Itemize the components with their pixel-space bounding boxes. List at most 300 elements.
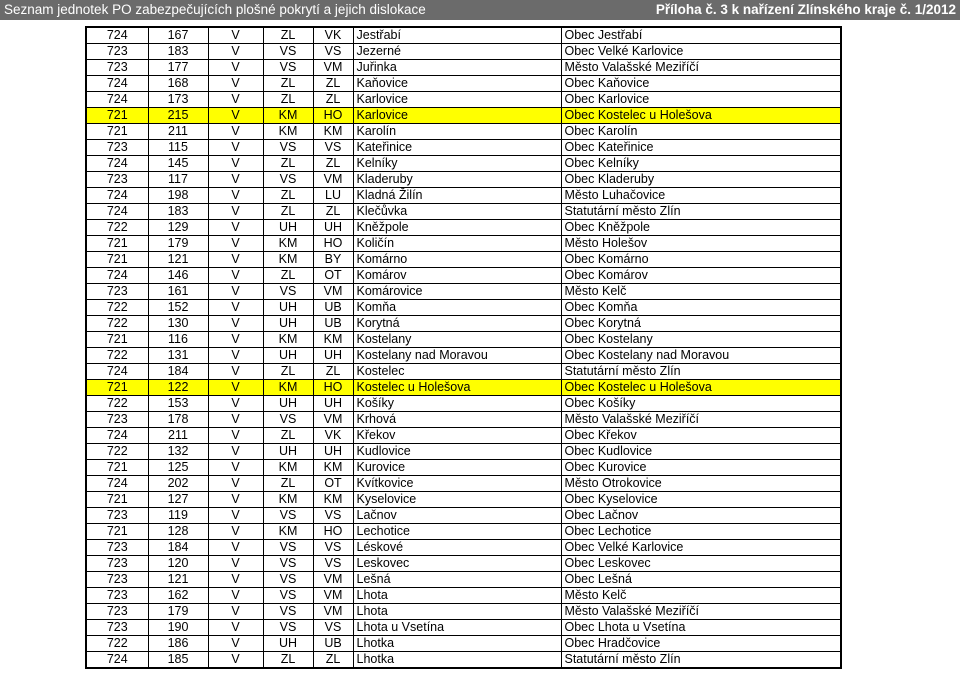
cell-location: Kladeruby bbox=[353, 172, 561, 188]
cell-founder: Statutární město Zlín bbox=[561, 364, 841, 380]
cell-code-b: 119 bbox=[148, 508, 208, 524]
cell-code-b: 186 bbox=[148, 636, 208, 652]
cell-code-b: 177 bbox=[148, 60, 208, 76]
cell-type: V bbox=[208, 44, 263, 60]
cell-ors: UH bbox=[313, 444, 353, 460]
table-row bbox=[86, 204, 841, 220]
cell-type: V bbox=[208, 460, 263, 476]
cell-type: V bbox=[208, 636, 263, 652]
cell-code-b: 168 bbox=[148, 76, 208, 92]
cell-code-b: 179 bbox=[148, 236, 208, 252]
table-row bbox=[86, 556, 841, 572]
cell-type: V bbox=[208, 508, 263, 524]
cell-founder: Obec Karlovice bbox=[561, 92, 841, 108]
cell-district: VS bbox=[263, 44, 313, 60]
cell-type: V bbox=[208, 220, 263, 236]
cell-district: VS bbox=[263, 508, 313, 524]
cell-ors: LU bbox=[313, 188, 353, 204]
cell-district: KM bbox=[263, 492, 313, 508]
cell-code-a: 723 bbox=[86, 508, 148, 524]
cell-ors: HO bbox=[313, 524, 353, 540]
cell-ors: VK bbox=[313, 428, 353, 444]
cell-code-b: 145 bbox=[148, 156, 208, 172]
cell-code-a: 723 bbox=[86, 556, 148, 572]
cell-ors: HO bbox=[313, 380, 353, 396]
cell-ors: UH bbox=[313, 220, 353, 236]
table-row bbox=[86, 92, 841, 108]
cell-ors: UB bbox=[313, 316, 353, 332]
cell-type: V bbox=[208, 300, 263, 316]
table-row bbox=[86, 300, 841, 316]
table-row bbox=[86, 44, 841, 60]
table-row bbox=[86, 220, 841, 236]
cell-district: VS bbox=[263, 140, 313, 156]
units-table bbox=[85, 26, 842, 669]
cell-code-b: 183 bbox=[148, 204, 208, 220]
cell-code-a: 723 bbox=[86, 172, 148, 188]
cell-district: ZL bbox=[263, 364, 313, 380]
cell-district: VS bbox=[263, 412, 313, 428]
cell-code-a: 723 bbox=[86, 620, 148, 636]
cell-code-a: 722 bbox=[86, 348, 148, 364]
table-row bbox=[86, 60, 841, 76]
cell-code-a: 724 bbox=[86, 156, 148, 172]
cell-code-a: 724 bbox=[86, 476, 148, 492]
cell-district: ZL bbox=[263, 428, 313, 444]
table-row bbox=[86, 268, 841, 284]
cell-code-a: 721 bbox=[86, 124, 148, 140]
cell-ors: ZL bbox=[313, 156, 353, 172]
cell-ors: VM bbox=[313, 172, 353, 188]
cell-type: V bbox=[208, 588, 263, 604]
cell-ors: UB bbox=[313, 300, 353, 316]
cell-code-a: 723 bbox=[86, 604, 148, 620]
cell-founder: Statutární město Zlín bbox=[561, 652, 841, 669]
cell-code-b: 161 bbox=[148, 284, 208, 300]
cell-district: ZL bbox=[263, 92, 313, 108]
cell-district: KM bbox=[263, 252, 313, 268]
cell-code-b: 117 bbox=[148, 172, 208, 188]
cell-founder: Obec Kostelec u Holešova bbox=[561, 108, 841, 124]
table-row bbox=[86, 524, 841, 540]
cell-code-a: 723 bbox=[86, 284, 148, 300]
cell-ors: OT bbox=[313, 268, 353, 284]
cell-location: Lhota bbox=[353, 604, 561, 620]
cell-ors: VM bbox=[313, 60, 353, 76]
table-row bbox=[86, 236, 841, 252]
cell-district: UH bbox=[263, 396, 313, 412]
cell-ors: VS bbox=[313, 140, 353, 156]
table-row bbox=[86, 572, 841, 588]
cell-code-b: 184 bbox=[148, 364, 208, 380]
cell-location: Kostelec bbox=[353, 364, 561, 380]
cell-district: UH bbox=[263, 348, 313, 364]
table-row bbox=[86, 252, 841, 268]
cell-code-b: 179 bbox=[148, 604, 208, 620]
cell-location: Karolín bbox=[353, 124, 561, 140]
cell-code-b: 173 bbox=[148, 92, 208, 108]
cell-ors: VS bbox=[313, 540, 353, 556]
cell-type: V bbox=[208, 188, 263, 204]
table-row bbox=[86, 348, 841, 364]
cell-founder: Obec Kateřinice bbox=[561, 140, 841, 156]
cell-location: Kvítkovice bbox=[353, 476, 561, 492]
cell-district: UH bbox=[263, 220, 313, 236]
cell-ors: VS bbox=[313, 508, 353, 524]
table-row bbox=[86, 76, 841, 92]
cell-code-a: 724 bbox=[86, 204, 148, 220]
cell-district: VS bbox=[263, 172, 313, 188]
cell-location: Komárovice bbox=[353, 284, 561, 300]
cell-ors: VS bbox=[313, 620, 353, 636]
cell-location: Lešná bbox=[353, 572, 561, 588]
cell-district: VS bbox=[263, 572, 313, 588]
cell-founder: Obec Kyselovice bbox=[561, 492, 841, 508]
cell-type: V bbox=[208, 620, 263, 636]
cell-code-b: 122 bbox=[148, 380, 208, 396]
table-row bbox=[86, 460, 841, 476]
cell-type: V bbox=[208, 492, 263, 508]
cell-district: KM bbox=[263, 108, 313, 124]
cell-code-a: 723 bbox=[86, 572, 148, 588]
cell-type: V bbox=[208, 380, 263, 396]
cell-district: KM bbox=[263, 380, 313, 396]
cell-ors: ZL bbox=[313, 364, 353, 380]
cell-code-a: 721 bbox=[86, 332, 148, 348]
table-row bbox=[86, 620, 841, 636]
cell-location: Lechotice bbox=[353, 524, 561, 540]
table-row bbox=[86, 316, 841, 332]
cell-code-b: 198 bbox=[148, 188, 208, 204]
table-row bbox=[86, 428, 841, 444]
cell-code-a: 721 bbox=[86, 236, 148, 252]
cell-type: V bbox=[208, 27, 263, 44]
cell-location: Kněžpole bbox=[353, 220, 561, 236]
cell-code-a: 722 bbox=[86, 444, 148, 460]
cell-code-b: 162 bbox=[148, 588, 208, 604]
cell-type: V bbox=[208, 236, 263, 252]
cell-code-a: 722 bbox=[86, 636, 148, 652]
table-row bbox=[86, 380, 841, 396]
document-title: Seznam jednotek PO zabezpečujících plošné pokrytí a jejich dislokace bbox=[4, 2, 426, 17]
cell-district: ZL bbox=[263, 476, 313, 492]
cell-district: UH bbox=[263, 444, 313, 460]
cell-type: V bbox=[208, 444, 263, 460]
cell-type: V bbox=[208, 412, 263, 428]
table-row bbox=[86, 508, 841, 524]
cell-code-b: 125 bbox=[148, 460, 208, 476]
table-row bbox=[86, 332, 841, 348]
cell-code-b: 116 bbox=[148, 332, 208, 348]
cell-type: V bbox=[208, 652, 263, 669]
cell-ors: HO bbox=[313, 108, 353, 124]
cell-founder: Město Valašské Meziříčí bbox=[561, 412, 841, 428]
cell-type: V bbox=[208, 396, 263, 412]
cell-code-a: 724 bbox=[86, 92, 148, 108]
cell-location: Kateřinice bbox=[353, 140, 561, 156]
cell-type: V bbox=[208, 364, 263, 380]
cell-founder: Obec Lhota u Vsetína bbox=[561, 620, 841, 636]
cell-code-a: 721 bbox=[86, 492, 148, 508]
cell-founder: Obec Lechotice bbox=[561, 524, 841, 540]
cell-district: KM bbox=[263, 332, 313, 348]
cell-location: Kudlovice bbox=[353, 444, 561, 460]
table-row bbox=[86, 396, 841, 412]
table-row bbox=[86, 492, 841, 508]
cell-district: VS bbox=[263, 284, 313, 300]
cell-type: V bbox=[208, 476, 263, 492]
cell-code-b: 120 bbox=[148, 556, 208, 572]
cell-code-a: 724 bbox=[86, 188, 148, 204]
cell-founder: Obec Velké Karlovice bbox=[561, 540, 841, 556]
cell-code-b: 202 bbox=[148, 476, 208, 492]
cell-location: Komárno bbox=[353, 252, 561, 268]
table-row bbox=[86, 636, 841, 652]
cell-type: V bbox=[208, 156, 263, 172]
cell-district: ZL bbox=[263, 204, 313, 220]
table-row bbox=[86, 188, 841, 204]
cell-type: V bbox=[208, 604, 263, 620]
cell-code-b: 167 bbox=[148, 27, 208, 44]
cell-code-a: 723 bbox=[86, 60, 148, 76]
cell-founder: Statutární město Zlín bbox=[561, 204, 841, 220]
cell-code-b: 152 bbox=[148, 300, 208, 316]
cell-code-a: 722 bbox=[86, 396, 148, 412]
table-row bbox=[86, 588, 841, 604]
cell-location: Křekov bbox=[353, 428, 561, 444]
table-row bbox=[86, 124, 841, 140]
cell-district: VS bbox=[263, 60, 313, 76]
cell-founder: Obec Jestřabí bbox=[561, 27, 841, 44]
cell-founder: Obec Komňa bbox=[561, 300, 841, 316]
table-row bbox=[86, 540, 841, 556]
cell-ors: HO bbox=[313, 236, 353, 252]
cell-founder: Obec Komárov bbox=[561, 268, 841, 284]
cell-district: UH bbox=[263, 316, 313, 332]
cell-ors: KM bbox=[313, 124, 353, 140]
cell-ors: KM bbox=[313, 332, 353, 348]
cell-location: Lhota bbox=[353, 588, 561, 604]
cell-code-b: 178 bbox=[148, 412, 208, 428]
cell-ors: VS bbox=[313, 556, 353, 572]
cell-type: V bbox=[208, 108, 263, 124]
table-row bbox=[86, 108, 841, 124]
cell-founder: Obec Křekov bbox=[561, 428, 841, 444]
cell-district: ZL bbox=[263, 76, 313, 92]
cell-ors: BY bbox=[313, 252, 353, 268]
cell-location: Kostelany bbox=[353, 332, 561, 348]
cell-code-b: 146 bbox=[148, 268, 208, 284]
cell-code-b: 127 bbox=[148, 492, 208, 508]
cell-district: KM bbox=[263, 124, 313, 140]
cell-district: VS bbox=[263, 556, 313, 572]
cell-location: Karlovice bbox=[353, 108, 561, 124]
cell-type: V bbox=[208, 60, 263, 76]
cell-code-a: 722 bbox=[86, 300, 148, 316]
cell-founder: Obec Komárno bbox=[561, 252, 841, 268]
appendix-label: Příloha č. 3 k nařízení Zlínského kraje č. 1/2012 bbox=[655, 2, 956, 17]
cell-code-a: 721 bbox=[86, 460, 148, 476]
cell-code-b: 190 bbox=[148, 620, 208, 636]
cell-founder: Obec Kudlovice bbox=[561, 444, 841, 460]
table-row bbox=[86, 652, 841, 669]
cell-founder: Obec Kelníky bbox=[561, 156, 841, 172]
cell-location: Krhová bbox=[353, 412, 561, 428]
cell-code-a: 724 bbox=[86, 428, 148, 444]
cell-type: V bbox=[208, 572, 263, 588]
table-row bbox=[86, 27, 841, 44]
cell-founder: Obec Kurovice bbox=[561, 460, 841, 476]
cell-founder: Obec Leskovec bbox=[561, 556, 841, 572]
cell-code-b: 121 bbox=[148, 252, 208, 268]
cell-code-a: 723 bbox=[86, 44, 148, 60]
cell-location: Komárov bbox=[353, 268, 561, 284]
cell-location: Košíky bbox=[353, 396, 561, 412]
cell-founder: Obec Lačnov bbox=[561, 508, 841, 524]
cell-district: VS bbox=[263, 604, 313, 620]
cell-location: Kelníky bbox=[353, 156, 561, 172]
cell-district: ZL bbox=[263, 268, 313, 284]
cell-founder: Město Valašské Meziříčí bbox=[561, 604, 841, 620]
cell-code-a: 721 bbox=[86, 108, 148, 124]
cell-founder: Obec Kaňovice bbox=[561, 76, 841, 92]
cell-code-a: 721 bbox=[86, 380, 148, 396]
cell-founder: Obec Velké Karlovice bbox=[561, 44, 841, 60]
cell-code-a: 723 bbox=[86, 588, 148, 604]
cell-code-b: 131 bbox=[148, 348, 208, 364]
table-row bbox=[86, 156, 841, 172]
cell-location: Leskovec bbox=[353, 556, 561, 572]
cell-code-a: 724 bbox=[86, 364, 148, 380]
cell-ors: UB bbox=[313, 636, 353, 652]
cell-district: UH bbox=[263, 636, 313, 652]
cell-code-b: 215 bbox=[148, 108, 208, 124]
cell-ors: ZL bbox=[313, 652, 353, 669]
cell-code-b: 128 bbox=[148, 524, 208, 540]
cell-district: KM bbox=[263, 524, 313, 540]
cell-code-b: 184 bbox=[148, 540, 208, 556]
cell-founder: Obec Kněžpole bbox=[561, 220, 841, 236]
table-row bbox=[86, 476, 841, 492]
cell-location: Klečůvka bbox=[353, 204, 561, 220]
cell-ors: VM bbox=[313, 412, 353, 428]
cell-code-b: 132 bbox=[148, 444, 208, 460]
cell-founder: Obec Kostelany bbox=[561, 332, 841, 348]
cell-code-b: 211 bbox=[148, 124, 208, 140]
cell-code-a: 722 bbox=[86, 316, 148, 332]
table-body bbox=[86, 27, 841, 668]
cell-code-b: 183 bbox=[148, 44, 208, 60]
cell-location: Kurovice bbox=[353, 460, 561, 476]
cell-ors: UH bbox=[313, 348, 353, 364]
table-row bbox=[86, 412, 841, 428]
cell-code-a: 723 bbox=[86, 140, 148, 156]
cell-code-b: 211 bbox=[148, 428, 208, 444]
cell-ors: OT bbox=[313, 476, 353, 492]
cell-location: Kostelany nad Moravou bbox=[353, 348, 561, 364]
cell-founder: Město Luhačovice bbox=[561, 188, 841, 204]
cell-type: V bbox=[208, 316, 263, 332]
table-row bbox=[86, 364, 841, 380]
cell-founder: Obec Kostelany nad Moravou bbox=[561, 348, 841, 364]
cell-founder: Město Kelč bbox=[561, 588, 841, 604]
page-header bbox=[0, 0, 960, 20]
cell-ors: ZL bbox=[313, 76, 353, 92]
cell-code-b: 121 bbox=[148, 572, 208, 588]
cell-code-b: 153 bbox=[148, 396, 208, 412]
cell-ors: VM bbox=[313, 588, 353, 604]
cell-location: Jestřabí bbox=[353, 27, 561, 44]
cell-district: ZL bbox=[263, 156, 313, 172]
cell-ors: ZL bbox=[313, 92, 353, 108]
cell-location: Jezerné bbox=[353, 44, 561, 60]
cell-code-a: 721 bbox=[86, 252, 148, 268]
cell-ors: KM bbox=[313, 460, 353, 476]
cell-location: Količín bbox=[353, 236, 561, 252]
cell-type: V bbox=[208, 284, 263, 300]
cell-type: V bbox=[208, 428, 263, 444]
cell-district: ZL bbox=[263, 27, 313, 44]
cell-type: V bbox=[208, 140, 263, 156]
table-row bbox=[86, 604, 841, 620]
cell-code-a: 724 bbox=[86, 268, 148, 284]
cell-code-a: 723 bbox=[86, 412, 148, 428]
cell-location: Kostelec u Holešova bbox=[353, 380, 561, 396]
cell-location: Lhotka bbox=[353, 636, 561, 652]
table-row bbox=[86, 140, 841, 156]
cell-location: Lhotka bbox=[353, 652, 561, 669]
cell-district: VS bbox=[263, 588, 313, 604]
cell-ors: UH bbox=[313, 396, 353, 412]
cell-founder: Obec Kostelec u Holešova bbox=[561, 380, 841, 396]
cell-location: Lačnov bbox=[353, 508, 561, 524]
cell-ors: VM bbox=[313, 572, 353, 588]
cell-type: V bbox=[208, 172, 263, 188]
table-row bbox=[86, 444, 841, 460]
cell-district: ZL bbox=[263, 652, 313, 669]
cell-type: V bbox=[208, 92, 263, 108]
cell-founder: Obec Košíky bbox=[561, 396, 841, 412]
cell-code-a: 723 bbox=[86, 540, 148, 556]
cell-founder: Město Valašské Meziříčí bbox=[561, 60, 841, 76]
cell-code-a: 724 bbox=[86, 76, 148, 92]
cell-ors: VM bbox=[313, 604, 353, 620]
cell-type: V bbox=[208, 348, 263, 364]
cell-ors: VM bbox=[313, 284, 353, 300]
cell-type: V bbox=[208, 204, 263, 220]
cell-district: ZL bbox=[263, 188, 313, 204]
cell-code-b: 185 bbox=[148, 652, 208, 669]
cell-code-a: 724 bbox=[86, 652, 148, 669]
cell-type: V bbox=[208, 252, 263, 268]
cell-type: V bbox=[208, 332, 263, 348]
cell-founder: Obec Lešná bbox=[561, 572, 841, 588]
cell-type: V bbox=[208, 76, 263, 92]
cell-founder: Obec Korytná bbox=[561, 316, 841, 332]
cell-ors: KM bbox=[313, 492, 353, 508]
cell-location: Korytná bbox=[353, 316, 561, 332]
cell-district: KM bbox=[263, 460, 313, 476]
cell-founder: Město Kelč bbox=[561, 284, 841, 300]
cell-location: Léskové bbox=[353, 540, 561, 556]
cell-district: KM bbox=[263, 236, 313, 252]
cell-type: V bbox=[208, 268, 263, 284]
cell-type: V bbox=[208, 124, 263, 140]
cell-code-b: 129 bbox=[148, 220, 208, 236]
cell-district: UH bbox=[263, 300, 313, 316]
cell-location: Juřinka bbox=[353, 60, 561, 76]
cell-district: VS bbox=[263, 540, 313, 556]
